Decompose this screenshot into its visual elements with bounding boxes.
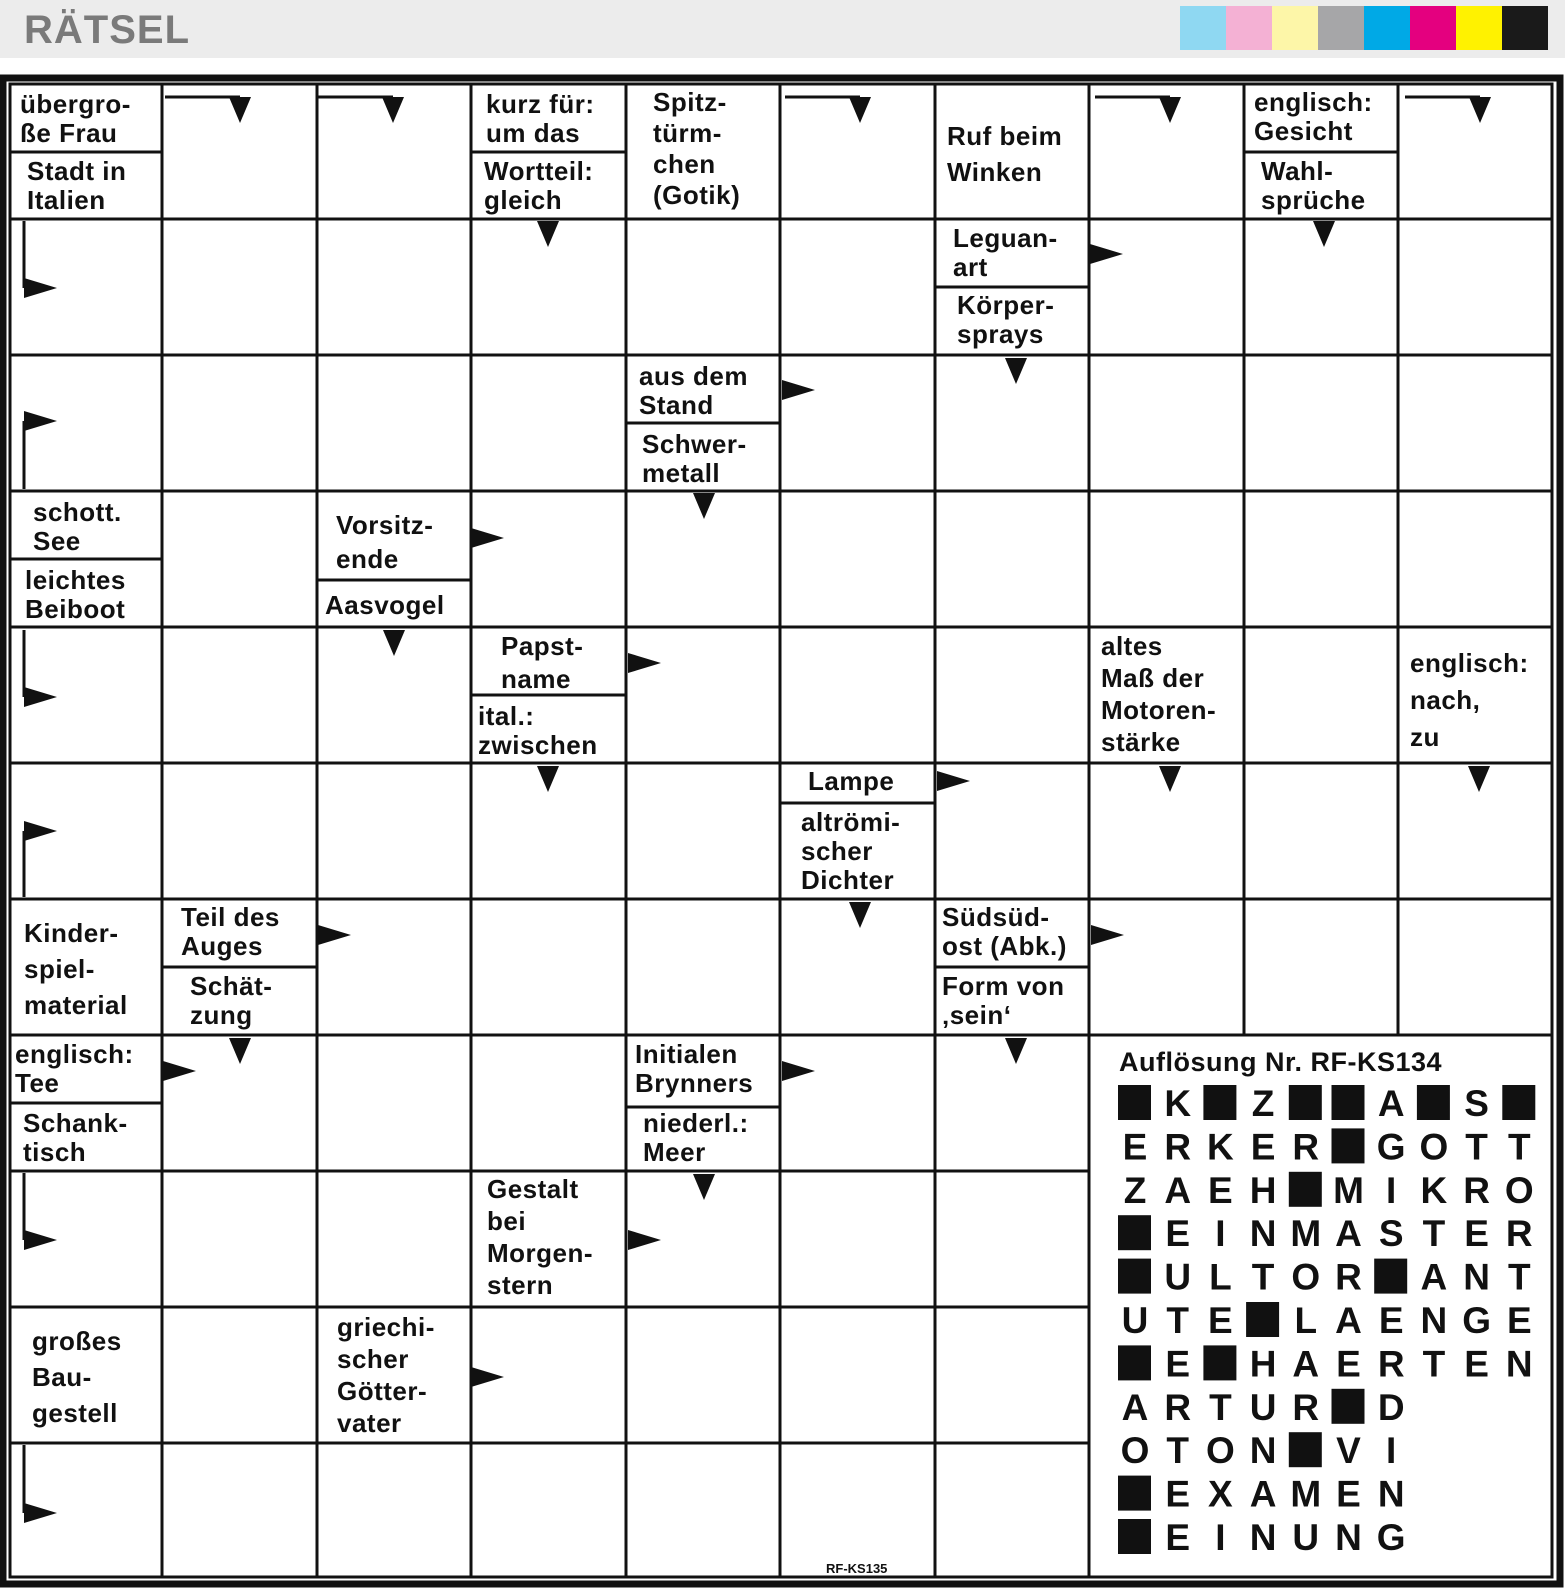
clue-text: Schät- zung bbox=[190, 971, 273, 1030]
clue-text: Spitz- türm- chen (Gotik) bbox=[653, 87, 741, 210]
solution-letter: E bbox=[1250, 1126, 1276, 1168]
solution-letter: O bbox=[1504, 1169, 1534, 1211]
clue-text: englisch: Tee bbox=[15, 1039, 134, 1098]
grid-cell bbox=[162, 219, 317, 355]
solution-letter: N bbox=[1249, 1430, 1277, 1472]
grid-cell bbox=[1398, 763, 1552, 899]
solution-letter: X bbox=[1208, 1473, 1233, 1515]
clue-text: schott. See bbox=[33, 497, 122, 556]
grid-cell bbox=[780, 355, 935, 491]
solution-letter: Z bbox=[1251, 1083, 1275, 1124]
solution-letter: A bbox=[1249, 1473, 1277, 1515]
solution-letter: H bbox=[1249, 1343, 1277, 1385]
grid-cell bbox=[626, 899, 780, 1035]
solution-letter: E bbox=[1165, 1343, 1191, 1385]
grid-cell bbox=[1398, 355, 1552, 491]
grid-cell bbox=[626, 219, 780, 355]
solution-letter: M bbox=[1290, 1473, 1322, 1515]
solution-block bbox=[1289, 1172, 1322, 1207]
solution-letter: T bbox=[1507, 1256, 1531, 1298]
clue-text: aus dem Stand bbox=[639, 361, 748, 420]
grid-cell bbox=[162, 1171, 317, 1307]
solution-letter: A bbox=[1292, 1343, 1320, 1385]
solution-letter: I bbox=[1215, 1517, 1226, 1558]
solution-letter: K bbox=[1207, 1126, 1234, 1168]
clue-text: Form von ‚sein‘ bbox=[942, 971, 1065, 1030]
solution-block bbox=[1118, 1259, 1151, 1294]
solution-letter: R bbox=[1164, 1126, 1192, 1168]
solution-block bbox=[1417, 1085, 1450, 1120]
solution-letter: I bbox=[1386, 1169, 1397, 1211]
solution-letter: E bbox=[1208, 1300, 1233, 1341]
grid-cell bbox=[471, 1443, 626, 1577]
grid-cell bbox=[935, 491, 1089, 627]
solution-letter: R bbox=[1463, 1169, 1490, 1211]
grid-cell bbox=[935, 1307, 1089, 1443]
solution-letter: T bbox=[1166, 1300, 1190, 1341]
solution-letter: A bbox=[1377, 1083, 1405, 1124]
solution-letter: A bbox=[1335, 1213, 1362, 1255]
grid-cell bbox=[626, 1307, 780, 1443]
solution-block bbox=[1118, 1215, 1151, 1250]
grid-cell bbox=[162, 627, 317, 763]
grid-cell bbox=[1244, 491, 1398, 627]
grid-cell bbox=[471, 355, 626, 491]
clue-text: Gestalt bei Morgen- stern bbox=[487, 1174, 594, 1300]
solution-letter: Z bbox=[1123, 1169, 1147, 1211]
clue-text: leichtes Beiboot bbox=[25, 565, 126, 624]
solution-letter: E bbox=[1122, 1126, 1148, 1168]
solution-letter: R bbox=[1164, 1386, 1192, 1428]
solution-letter: D bbox=[1377, 1386, 1405, 1428]
solution-letter: O bbox=[1206, 1430, 1235, 1472]
solution-letter: E bbox=[1336, 1343, 1361, 1385]
clue-text: Stadt in Italien bbox=[27, 156, 127, 215]
solution-letter: S bbox=[1464, 1083, 1489, 1124]
grid-cell bbox=[162, 355, 317, 491]
grid-cell bbox=[1244, 899, 1398, 1035]
solution-letter: U bbox=[1249, 1386, 1277, 1428]
grid-cell bbox=[935, 627, 1089, 763]
solution-block bbox=[1118, 1345, 1151, 1380]
grid-cell bbox=[935, 1443, 1089, 1577]
solution-letter: O bbox=[1120, 1430, 1150, 1472]
clue-text: ital.: zwischen bbox=[478, 701, 598, 760]
grid-cell bbox=[1398, 899, 1552, 1035]
grid-cell bbox=[780, 1307, 935, 1443]
clue-text: Teil des Auges bbox=[181, 902, 280, 961]
solution-letter: E bbox=[1165, 1213, 1191, 1255]
clue-text: Initialen Brynners bbox=[635, 1039, 754, 1098]
grid-cell bbox=[1089, 355, 1244, 491]
grid-cell bbox=[935, 1171, 1089, 1307]
grid-cell bbox=[471, 1035, 626, 1171]
clue-text: Kinder- spiel- material bbox=[24, 918, 128, 1020]
solution-block bbox=[1374, 1259, 1407, 1294]
grid-cell bbox=[1398, 219, 1552, 355]
grid-cell bbox=[1089, 491, 1244, 627]
solution-letter: U bbox=[1121, 1300, 1149, 1341]
solution-letter: R bbox=[1292, 1126, 1320, 1168]
solution-letter: T bbox=[1209, 1386, 1232, 1428]
puzzle-cells bbox=[10, 84, 1552, 1577]
clue-text: Schwer- metall bbox=[642, 429, 747, 488]
solution-letter: N bbox=[1420, 1300, 1448, 1341]
solution-letter: R bbox=[1505, 1213, 1533, 1255]
grid-cell bbox=[935, 355, 1089, 491]
grid-cell bbox=[780, 627, 935, 763]
solution-title: Auflösung Nr. RF-KS134 bbox=[1119, 1047, 1443, 1077]
solution-letter: E bbox=[1208, 1169, 1233, 1211]
solution-block bbox=[1332, 1128, 1365, 1163]
solution-letter: E bbox=[1336, 1473, 1361, 1515]
solution-block bbox=[1246, 1302, 1279, 1337]
clue-text: altes Maß der Motoren- stärke bbox=[1101, 631, 1217, 757]
grid-cell bbox=[317, 1171, 471, 1307]
clue-text: griechi- scher Götter- vater bbox=[337, 1312, 435, 1438]
solution-letter: G bbox=[1462, 1300, 1491, 1341]
solution-letter: T bbox=[1422, 1213, 1446, 1255]
solution-letter: M bbox=[1333, 1169, 1364, 1211]
solution-letter: R bbox=[1292, 1386, 1320, 1428]
solution-block bbox=[1289, 1432, 1322, 1467]
grid-cell bbox=[471, 491, 626, 627]
solution-letter: T bbox=[1422, 1343, 1446, 1385]
grid-cell bbox=[780, 1035, 935, 1171]
clue-text: Schank- tisch bbox=[23, 1108, 128, 1167]
solution-letter: E bbox=[1506, 1300, 1532, 1341]
solution-letter: L bbox=[1209, 1256, 1232, 1298]
solution-letter: N bbox=[1377, 1473, 1405, 1515]
clue-text: englisch: Gesicht bbox=[1254, 87, 1373, 146]
solution-letter: G bbox=[1376, 1517, 1406, 1558]
solution-letter: V bbox=[1336, 1430, 1361, 1472]
solution-letter: K bbox=[1420, 1169, 1448, 1211]
solution-letter: E bbox=[1464, 1343, 1489, 1385]
grid-cell bbox=[1244, 763, 1398, 899]
solution-block bbox=[1118, 1085, 1151, 1120]
solution-letter: K bbox=[1164, 1083, 1192, 1124]
clue-text: Leguan- art bbox=[953, 223, 1058, 282]
solution-block bbox=[1332, 1389, 1365, 1424]
solution-letter: L bbox=[1294, 1300, 1318, 1341]
solution-letter: N bbox=[1505, 1343, 1533, 1385]
grid-cell bbox=[317, 219, 471, 355]
clue-text: Vorsitz- ende bbox=[336, 510, 434, 574]
clue-text: Papst- name bbox=[501, 631, 584, 694]
clue-text: niederl.: Meer bbox=[643, 1108, 749, 1167]
clue-text: Wahl- sprüche bbox=[1261, 156, 1366, 215]
clue-text: Südsüd- ost (Abk.) bbox=[942, 902, 1067, 961]
solution-block bbox=[1118, 1519, 1151, 1554]
grid-cell bbox=[162, 763, 317, 899]
grid-cell bbox=[471, 899, 626, 1035]
grid-cell bbox=[935, 1035, 1089, 1171]
solution-letter: T bbox=[1166, 1430, 1190, 1472]
solution-letter: T bbox=[1465, 1126, 1488, 1168]
grid-cell bbox=[317, 763, 471, 899]
solution-block bbox=[1332, 1085, 1365, 1120]
grid-cell bbox=[162, 491, 317, 627]
solution-letter: N bbox=[1249, 1517, 1277, 1558]
solution-block bbox=[1118, 1476, 1151, 1511]
solution-letter: I bbox=[1386, 1430, 1397, 1472]
solution-block bbox=[1203, 1085, 1236, 1120]
solution-letter: A bbox=[1420, 1256, 1448, 1298]
solution-letter: H bbox=[1249, 1169, 1277, 1211]
grid-cell bbox=[780, 1443, 935, 1577]
grid-cell bbox=[1089, 219, 1244, 355]
solution-letter: O bbox=[1419, 1126, 1449, 1168]
grid-cell bbox=[317, 1035, 471, 1171]
grid-cell bbox=[317, 899, 471, 1035]
clue-text: übergro- ße Frau bbox=[20, 89, 131, 148]
grid-cell bbox=[626, 1443, 780, 1577]
solution-letter: A bbox=[1335, 1300, 1362, 1341]
grid-cell bbox=[162, 1443, 317, 1577]
grid-cell bbox=[1089, 899, 1244, 1035]
page-title: RÄTSEL bbox=[24, 8, 190, 52]
solution-letter: E bbox=[1165, 1517, 1191, 1558]
grid-cell bbox=[162, 1307, 317, 1443]
clue-text: Lampe bbox=[808, 766, 895, 796]
solution-letter: R bbox=[1377, 1343, 1405, 1385]
solution-letter: E bbox=[1165, 1473, 1191, 1515]
solution-letter: I bbox=[1215, 1213, 1226, 1255]
solution-letter: O bbox=[1291, 1256, 1321, 1298]
solution-letter: U bbox=[1164, 1256, 1192, 1298]
solution-letter: R bbox=[1335, 1256, 1362, 1298]
solution-block bbox=[1289, 1085, 1322, 1120]
solution-letter: E bbox=[1464, 1213, 1489, 1255]
solution-letter: A bbox=[1121, 1386, 1149, 1428]
solution-block bbox=[1502, 1085, 1535, 1120]
solution-block bbox=[1203, 1345, 1236, 1380]
solution-letter: N bbox=[1463, 1256, 1490, 1298]
solution-letter: M bbox=[1290, 1213, 1322, 1255]
solution-letter: T bbox=[1251, 1256, 1275, 1298]
solution-letter: S bbox=[1378, 1213, 1404, 1255]
clue-text: Aasvogel bbox=[325, 590, 445, 620]
clue-text: großes Bau- gestell bbox=[32, 1326, 122, 1428]
grid-cell bbox=[317, 355, 471, 491]
grid-cell bbox=[780, 491, 935, 627]
puzzle-code: RF-KS135 bbox=[826, 1561, 888, 1576]
clue-text: Wortteil: gleich bbox=[484, 156, 594, 215]
grid-cell bbox=[780, 219, 935, 355]
grid-cell bbox=[626, 763, 780, 899]
grid-cell bbox=[626, 627, 780, 763]
grid-cell bbox=[1398, 491, 1552, 627]
grid-cell bbox=[1244, 355, 1398, 491]
clue-text: kurz für: um das bbox=[486, 89, 595, 148]
solution-letter: N bbox=[1249, 1213, 1277, 1255]
clue-text: Ruf beim Winken bbox=[947, 121, 1063, 187]
clue-text: englisch: nach, zu bbox=[1410, 648, 1529, 752]
solution-letter: N bbox=[1335, 1517, 1362, 1558]
solution-letter: G bbox=[1376, 1126, 1406, 1168]
solution-letter: E bbox=[1378, 1300, 1404, 1341]
grid-cell bbox=[317, 1443, 471, 1577]
clue-text: altrömi- scher Dichter bbox=[801, 807, 901, 895]
solution-letter: A bbox=[1164, 1169, 1192, 1211]
clue-text: Körper- sprays bbox=[957, 290, 1055, 349]
solution-letter: U bbox=[1292, 1517, 1320, 1558]
grid-cell bbox=[1244, 627, 1398, 763]
grid-cell bbox=[780, 1171, 935, 1307]
solution-letter: T bbox=[1507, 1126, 1531, 1168]
